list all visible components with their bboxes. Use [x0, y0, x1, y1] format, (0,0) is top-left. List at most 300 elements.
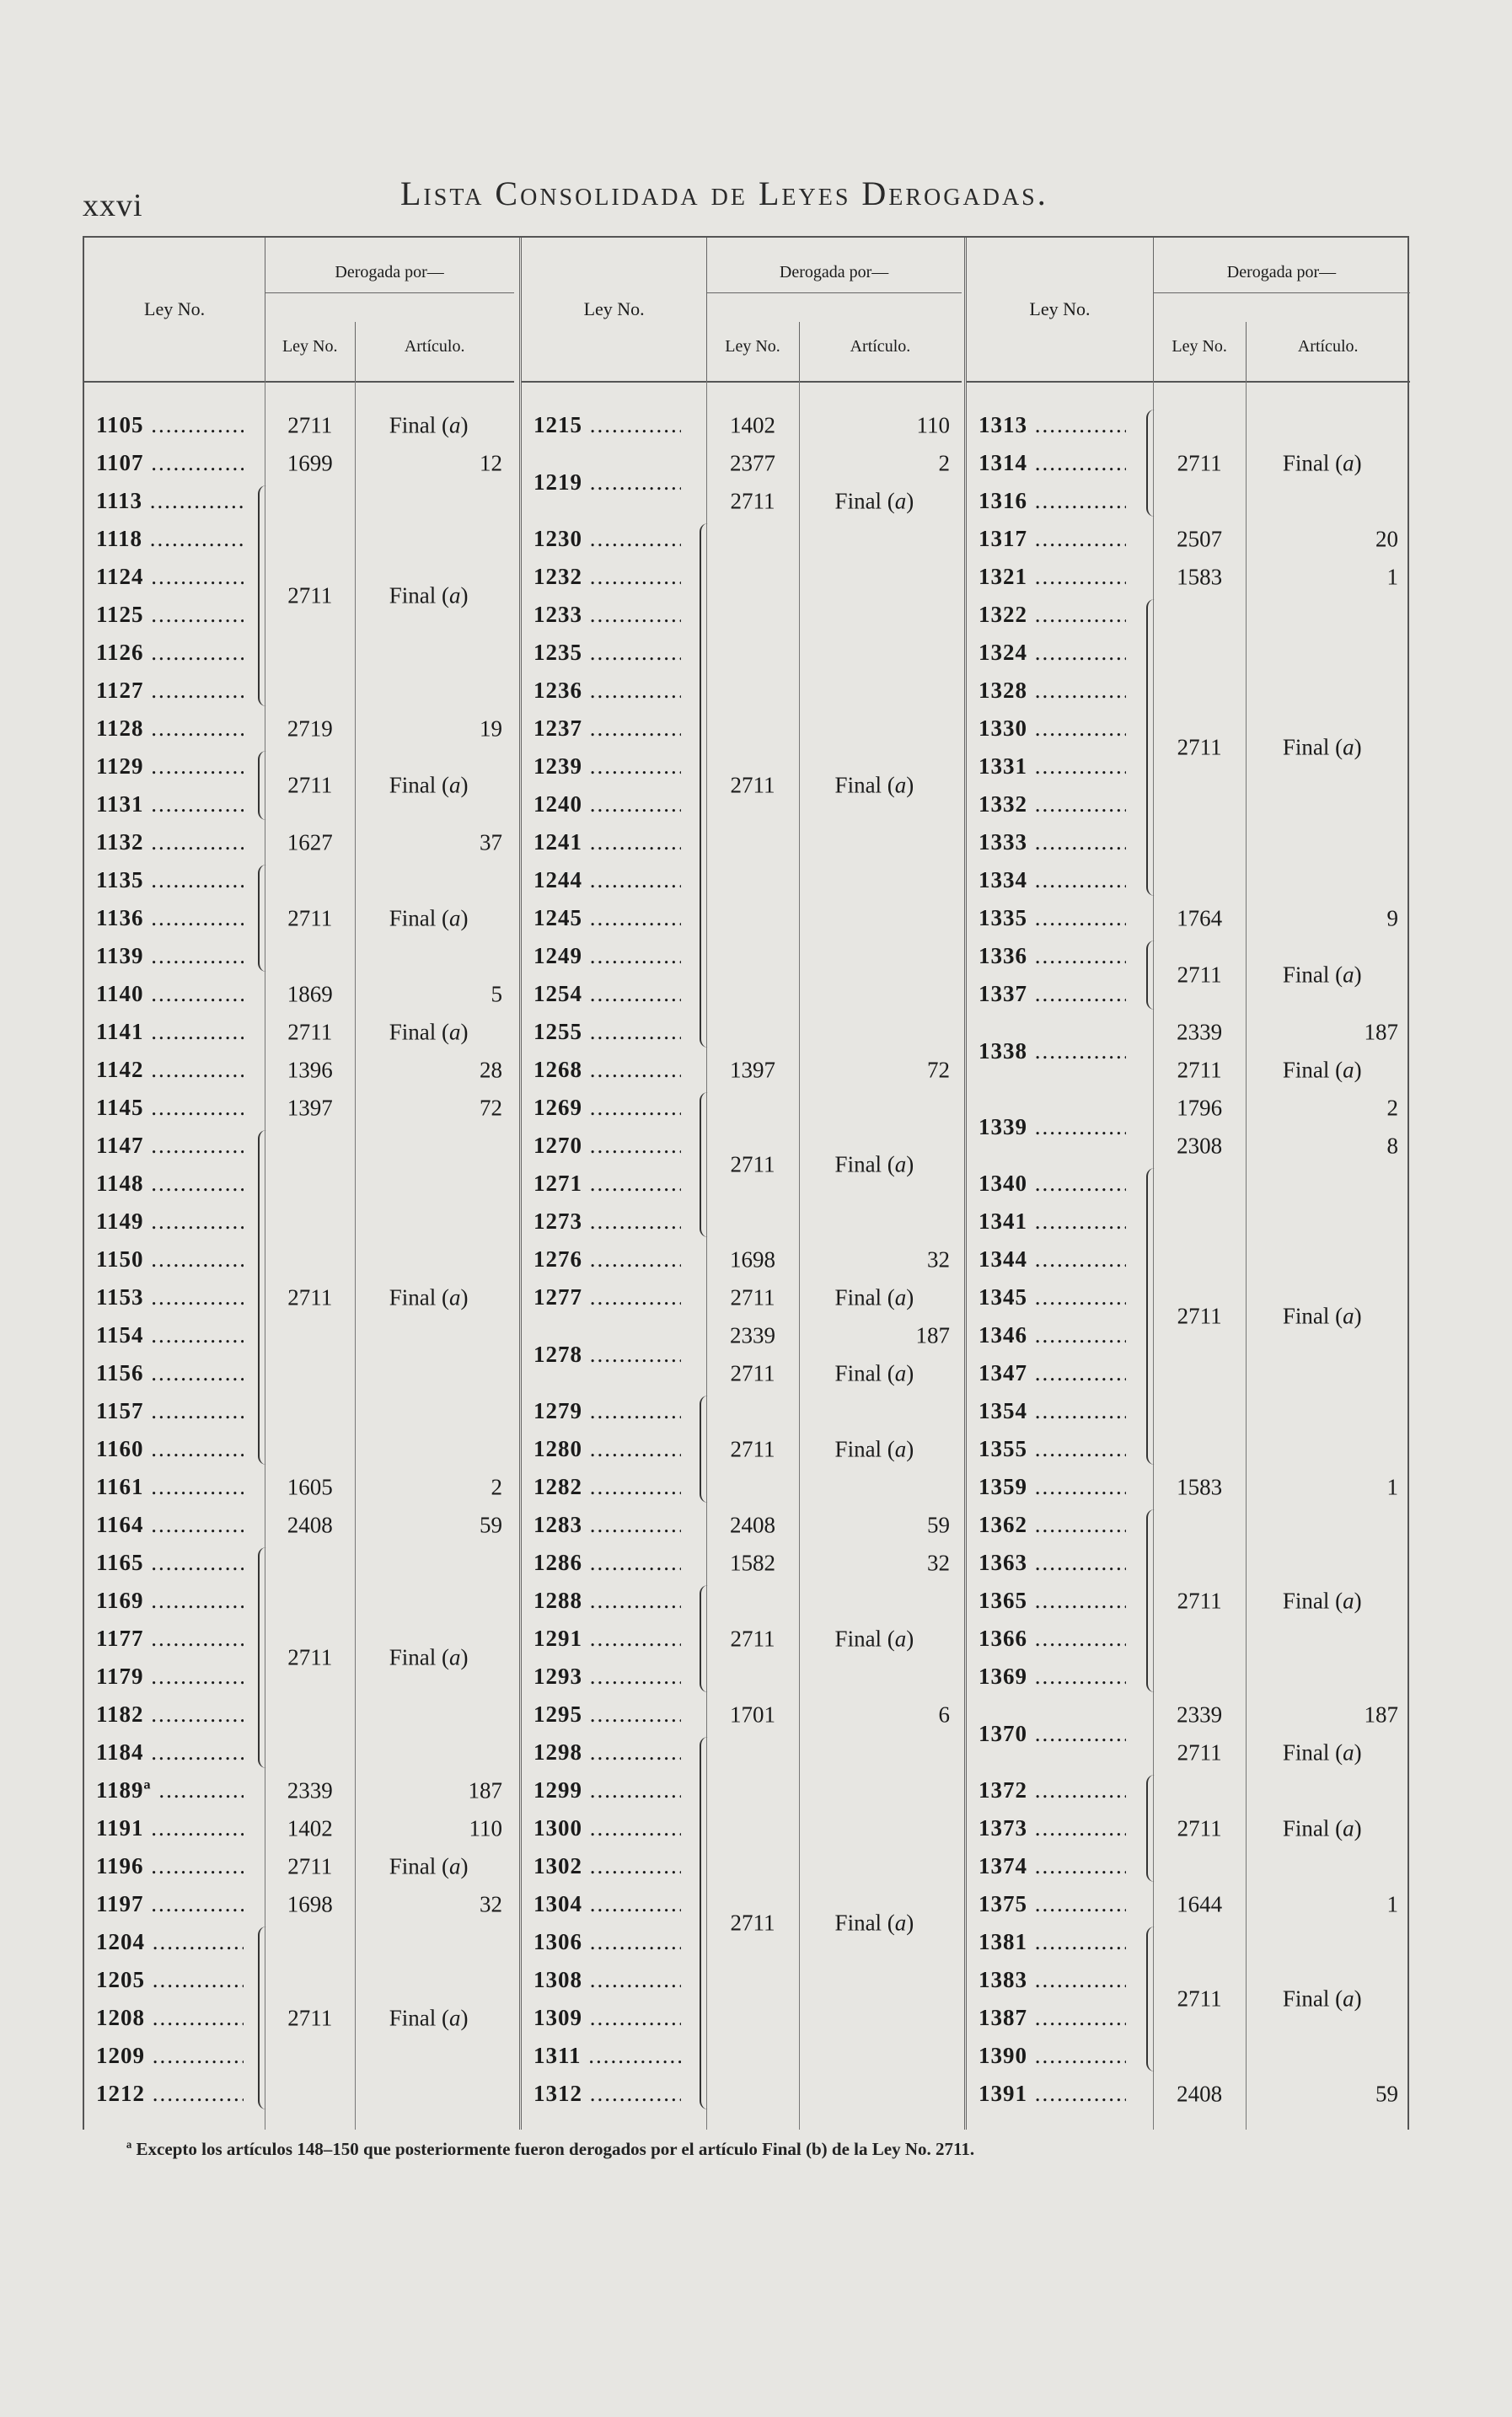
repeal-entry: [84, 1506, 514, 1544]
repealing-law-number: 1627: [287, 829, 333, 855]
repealing-article: Final (a): [1282, 962, 1362, 988]
repealing-law-number: 2377: [730, 450, 776, 475]
law-number: 1276 .....: [533, 1241, 681, 1278]
header-divider: [706, 238, 707, 381]
law-number: 1362 .....: [979, 1506, 1126, 1544]
repealing-law-number: 1605: [287, 1474, 333, 1499]
law-number: 1215 .....: [533, 406, 681, 444]
law-number: 1160 .....: [96, 1430, 244, 1468]
repealing-article: 32: [927, 1550, 950, 1575]
repealing-law-number: 2711: [1177, 1739, 1222, 1765]
law-number: 1282 .....: [533, 1468, 681, 1506]
law-number: 1295 .....: [533, 1696, 681, 1734]
repealing-article: 72: [927, 1057, 950, 1082]
repeal-entry: [522, 1734, 962, 2113]
repealing-article: Final (a): [389, 1644, 469, 1670]
repealing-law-number: 2339: [1177, 1702, 1223, 1727]
law-number: 1244 .....: [533, 861, 681, 899]
law-number: 1204 .....: [96, 1923, 244, 1961]
repeal-entry: [967, 1468, 1410, 1506]
law-number: 1314 .....: [979, 444, 1126, 482]
table-panel-1: [84, 238, 514, 2130]
repealing-article: Final (a): [834, 488, 914, 513]
law-number: 1255 .....: [533, 1013, 681, 1051]
repealing-article: 9: [1386, 905, 1398, 930]
law-number: 1142 .....: [96, 1051, 244, 1089]
repeal-entry: [84, 1847, 514, 1885]
law-number: 1127 .....: [96, 672, 244, 710]
law-number: 1125 .....: [96, 596, 244, 634]
header-divider: [355, 322, 356, 381]
law-number: 1239 .....: [533, 748, 681, 785]
repeal-entry: [84, 1885, 514, 1923]
repealing-law-number: 2507: [1177, 526, 1223, 551]
law-number: 1149 .....: [96, 1203, 244, 1241]
law-number: 1334 .....: [979, 861, 1126, 899]
repealing-law-number: 2339: [730, 1322, 776, 1348]
repeal-entry: [522, 1544, 962, 1582]
repealing-article: Final (a): [834, 1284, 914, 1310]
repealed-laws-table: [83, 236, 1409, 2130]
repealing-article: 110: [916, 412, 950, 437]
repealing-article: 72: [480, 1095, 502, 1120]
law-number: 1288 .....: [533, 1582, 681, 1620]
repealing-law-number: 1701: [730, 1702, 776, 1727]
repealing-article: 37: [480, 829, 502, 855]
law-number: 1249 .....: [533, 937, 681, 975]
law-number: 1165 .....: [96, 1544, 244, 1582]
repealing-law-number: 2711: [1177, 1588, 1222, 1613]
repealing-article: 1: [1386, 1474, 1398, 1499]
repeal-entry: [967, 1013, 1410, 1051]
repeal-entry: [522, 520, 962, 1051]
law-number: 1237 .....: [533, 710, 681, 748]
law-number: 1355 .....: [979, 1430, 1126, 1468]
law-number: 1240 .....: [533, 785, 681, 823]
repealing-law-number: 2711: [1177, 1057, 1222, 1082]
repealing-law-number: 2711: [730, 488, 775, 513]
repeal-entry: [967, 1771, 1410, 1885]
law-number: 1390 .....: [979, 2037, 1126, 2075]
repealing-article: Final (a): [1282, 1588, 1362, 1613]
repealing-law-number: 1402: [287, 1815, 333, 1841]
law-number: 1328 .....: [979, 672, 1126, 710]
repeal-entry: [84, 1923, 514, 2113]
repealing-article: 5: [491, 981, 502, 1006]
law-number: 1136 .....: [96, 899, 244, 937]
repealing-law-number: 2711: [1177, 734, 1222, 760]
repealing-law-number: 2711: [730, 1626, 775, 1651]
repealing-law-number: 2711: [1177, 1986, 1222, 2012]
law-number: 1391 .....: [979, 2075, 1126, 2113]
repealing-law-number: 1698: [730, 1246, 776, 1272]
repeal-entry: [967, 899, 1410, 937]
law-number: 1254 .....: [533, 975, 681, 1013]
page-title: Lista Consolidada de Leyes Derogadas.: [400, 174, 1048, 212]
repealing-law-number: 1396: [287, 1057, 333, 1082]
law-number: 1126 .....: [96, 634, 244, 672]
law-number: 1154 .....: [96, 1316, 244, 1354]
repealing-article: Final (a): [389, 1019, 469, 1044]
law-number: 1374 .....: [979, 1847, 1126, 1885]
repealing-article: 110: [469, 1815, 502, 1841]
law-number: 1148 .....: [96, 1165, 244, 1203]
law-number: 1304 .....: [533, 1885, 681, 1923]
law-number: 1141 .....: [96, 1013, 244, 1051]
repealing-article: Final (a): [389, 772, 469, 798]
law-number: 1365 .....: [979, 1582, 1126, 1620]
law-number: 1383 .....: [979, 1961, 1126, 1999]
repeal-entry: [84, 1468, 514, 1506]
law-number: 1182 .....: [96, 1696, 244, 1734]
repealing-law-number: 2711: [287, 582, 333, 608]
repealing-article: 32: [480, 1891, 502, 1916]
repeal-entry: [522, 482, 962, 520]
repealing-law-number: 2711: [1177, 1815, 1222, 1841]
repealing-article: Final (a): [1282, 1739, 1362, 1765]
law-number: 1354 .....: [979, 1392, 1126, 1430]
law-number: 1241 .....: [533, 823, 681, 861]
repealing-article: Final (a): [1282, 1057, 1362, 1082]
header-sub-articulo: Artículo.: [850, 337, 911, 356]
law-number: 1157 .....: [96, 1392, 244, 1430]
repealing-law-number: 2711: [730, 1436, 775, 1461]
repeal-entry: [967, 520, 1410, 558]
law-number: 1107 .....: [96, 444, 244, 482]
repealing-article: Final (a): [834, 1360, 914, 1385]
repealing-article: Final (a): [389, 2005, 469, 2030]
repealing-law-number: 2711: [730, 1151, 775, 1177]
law-number: 1366 .....: [979, 1620, 1126, 1658]
repealing-article: 12: [480, 450, 502, 475]
footnote: ª Excepto los artículos 148–150 que posteriormente fueron derogados por el artículo Final (b) de la Ley No. 2711.: [126, 2139, 975, 2159]
law-number: 1208 .....: [96, 1999, 244, 2037]
repealing-law-number: 2719: [287, 715, 333, 741]
law-number: 1308 .....: [533, 1961, 681, 1999]
law-number: 1205 .....: [96, 1961, 244, 1999]
law-number: 1335 .....: [979, 899, 1126, 937]
law-number: 1140 .....: [96, 975, 244, 1013]
law-number: 1236 .....: [533, 672, 681, 710]
law-number: 1139 .....: [96, 937, 244, 975]
law-number: 1300 .....: [533, 1809, 681, 1847]
repealing-article: Final (a): [834, 1436, 914, 1461]
law-number: 1291 .....: [533, 1620, 681, 1658]
law-number: 1191 .....: [96, 1809, 244, 1847]
repealing-law-number: 2711: [287, 1019, 333, 1044]
law-number: 1147 .....: [96, 1127, 244, 1165]
repeal-entry: [84, 1771, 514, 1809]
repealing-law-number: 2711: [730, 1284, 775, 1310]
repeal-entry: [84, 1051, 514, 1089]
repeal-entry: [84, 444, 514, 482]
repeal-entry: [84, 710, 514, 748]
repealing-article: Final (a): [389, 1853, 469, 1878]
law-number: 1131 .....: [96, 785, 244, 823]
repeal-entry: [967, 406, 1410, 520]
repealing-article: 20: [1375, 526, 1398, 551]
repeal-entry: [967, 1089, 1410, 1127]
law-number: 1311 .....: [533, 2037, 681, 2075]
repealing-article: 59: [1375, 2081, 1398, 2106]
law-number: 1316 .....: [979, 482, 1126, 520]
repeal-entry: [522, 1278, 962, 1316]
repealing-article: 28: [480, 1057, 502, 1082]
repealing-article: Final (a): [834, 1910, 914, 1936]
header-sub-ley-no: Ley No.: [1172, 337, 1227, 356]
repeal-entry: [967, 1923, 1410, 2075]
law-number: 1271 .....: [533, 1165, 681, 1203]
table-header: [84, 238, 514, 383]
law-number: 1375 .....: [979, 1885, 1126, 1923]
repeal-entry: [84, 1809, 514, 1847]
law-number: 1321 .....: [979, 558, 1126, 596]
repealing-law-number: 2339: [1177, 1019, 1223, 1044]
law-number: 1309 .....: [533, 1999, 681, 2037]
law-number: 1177 .....: [96, 1620, 244, 1658]
law-number: 1333 .....: [979, 823, 1126, 861]
repeal-entry: [84, 823, 514, 861]
repeal-entry: [84, 748, 514, 823]
law-number: 1370 .....: [979, 1715, 1126, 1753]
header-divider: [1153, 238, 1154, 381]
law-number: 1196 .....: [96, 1847, 244, 1885]
repealing-article: 2: [938, 450, 950, 475]
repealing-article: 2: [1386, 1095, 1398, 1120]
repealing-law-number: 1583: [1177, 1474, 1223, 1499]
repealing-law-number: 2339: [287, 1777, 333, 1803]
law-number: 1233 .....: [533, 596, 681, 634]
repealing-article: 59: [927, 1512, 950, 1537]
repealing-article: 59: [480, 1512, 502, 1537]
repeal-entry: [84, 1544, 514, 1771]
law-number: 1113 .....: [96, 482, 244, 520]
repealing-article: Final (a): [834, 1626, 914, 1651]
law-number: 1332 .....: [979, 785, 1126, 823]
repealing-law-number: 2711: [730, 772, 775, 798]
repealing-article: Final (a): [834, 1151, 914, 1177]
law-number: 1293 .....: [533, 1658, 681, 1696]
table-header: [967, 238, 1410, 383]
law-number: 1331 .....: [979, 748, 1126, 785]
repealing-law-number: 2711: [287, 905, 333, 930]
law-number: 1153 .....: [96, 1278, 244, 1316]
law-number: 1381 .....: [979, 1923, 1126, 1961]
law-number: 1344 .....: [979, 1241, 1126, 1278]
repealing-law-number: 1402: [730, 412, 776, 437]
repealing-article: 32: [927, 1246, 950, 1272]
repeal-entry: [967, 1127, 1410, 1165]
repeal-entry: [967, 1696, 1410, 1734]
law-number: 1277 .....: [533, 1278, 681, 1316]
repealing-article: 19: [480, 715, 502, 741]
repeal-entry: [84, 1013, 514, 1051]
header-ley-no: Ley No.: [1029, 298, 1091, 319]
repealing-law-number: 2408: [287, 1512, 333, 1537]
law-number: 1245 .....: [533, 899, 681, 937]
repeal-entry: [967, 1734, 1410, 1771]
repeal-entry: [522, 406, 962, 444]
repeal-entry: [967, 596, 1410, 899]
law-number: 1164 .....: [96, 1506, 244, 1544]
repealing-law-number: 2711: [1177, 962, 1222, 988]
repeal-entry: [84, 861, 514, 975]
repealing-law-number: 2711: [287, 1644, 333, 1670]
repeal-entry: [522, 444, 962, 482]
repealing-article: Final (a): [389, 1284, 469, 1310]
repealing-article: 187: [1364, 1019, 1398, 1044]
header-sub-articulo: Artículo.: [1297, 337, 1359, 356]
repealing-law-number: 1869: [287, 981, 333, 1006]
repeal-entry: [967, 1885, 1410, 1923]
header-ley-no: Ley No.: [583, 298, 645, 319]
repealing-article: 2: [491, 1474, 502, 1499]
law-number: 1268 .....: [533, 1051, 681, 1089]
law-number: 1197 .....: [96, 1885, 244, 1923]
law-number: 1347 .....: [979, 1354, 1126, 1392]
repealing-law-number: 1583: [1177, 564, 1223, 589]
repealing-article: Final (a): [389, 905, 469, 930]
law-number: 1273 .....: [533, 1203, 681, 1241]
law-number: 1286 .....: [533, 1544, 681, 1582]
page-number: xxvi: [83, 188, 143, 223]
law-number: 1338 .....: [979, 1032, 1126, 1070]
law-number: 1135 .....: [96, 861, 244, 899]
header-derogada-por: Derogada por—: [1153, 263, 1410, 293]
repealing-law-number: 1644: [1177, 1891, 1223, 1916]
repealing-article: 187: [1364, 1702, 1398, 1727]
law-number: 1128 .....: [96, 710, 244, 748]
repealing-law-number: 2408: [1177, 2081, 1223, 2106]
repeal-entry: [522, 1241, 962, 1278]
law-number: 1230 .....: [533, 520, 681, 558]
header-sub-ley-no: Ley No.: [281, 337, 338, 356]
law-number: 1387 .....: [979, 1999, 1126, 2037]
repealing-law-number: 2711: [1177, 1303, 1222, 1329]
repeal-entry: [967, 937, 1410, 1013]
table-header: [522, 238, 962, 383]
law-number: 1359 .....: [979, 1468, 1126, 1506]
header-derogada-por: Derogada por—: [265, 263, 514, 293]
law-number: 1324 .....: [979, 634, 1126, 672]
repeal-entry: [522, 1089, 962, 1241]
law-number: 1169 .....: [96, 1582, 244, 1620]
repealing-law-number: 1397: [730, 1057, 776, 1082]
repeal-entry: [967, 558, 1410, 596]
repeal-entry: [84, 1089, 514, 1127]
repealing-article: 1: [1386, 564, 1398, 589]
law-number: 1337 .....: [979, 975, 1126, 1013]
repealing-law-number: 2408: [730, 1512, 776, 1537]
repealing-article: 8: [1386, 1133, 1398, 1158]
law-number: 1232 .....: [533, 558, 681, 596]
header-sub-articulo: Artículo.: [404, 337, 465, 356]
law-number: 1283 .....: [533, 1506, 681, 1544]
repeal-entry: [967, 1051, 1410, 1089]
repealing-law-number: 2711: [287, 2005, 333, 2030]
repealing-law-number: 2308: [1177, 1133, 1223, 1158]
repealing-article: 187: [915, 1322, 950, 1348]
law-number: 1345 .....: [979, 1278, 1126, 1316]
repealing-law-number: 1698: [287, 1891, 333, 1916]
law-number: 1161 .....: [96, 1468, 244, 1506]
repealing-law-number: 2711: [730, 1360, 775, 1385]
law-number: 1269 .....: [533, 1089, 681, 1127]
law-number: 1179 .....: [96, 1658, 244, 1696]
law-number: 1322 .....: [979, 596, 1126, 634]
repealing-article: Final (a): [1282, 450, 1362, 475]
law-number: 1341 .....: [979, 1203, 1126, 1241]
repealing-article: Final (a): [1282, 1815, 1362, 1841]
law-number: 1312 .....: [533, 2075, 681, 2113]
law-number: 1330 .....: [979, 710, 1126, 748]
repeal-entry: [967, 1165, 1410, 1468]
law-number: 1373 .....: [979, 1809, 1126, 1847]
repealing-article: Final (a): [1282, 734, 1362, 760]
repeal-entry: [84, 482, 514, 710]
law-number: 1184 .....: [96, 1734, 244, 1771]
law-number: 1132 .....: [96, 823, 244, 861]
law-number: 1306 .....: [533, 1923, 681, 1961]
law-number: 1150 .....: [96, 1241, 244, 1278]
header-ley-no: Ley No.: [144, 298, 206, 319]
law-number: 1219 .....: [533, 464, 681, 501]
repeal-entry: [522, 1506, 962, 1544]
repeal-entry: [84, 1127, 514, 1468]
repealing-law-number: 1764: [1177, 905, 1223, 930]
law-number: 1302 .....: [533, 1847, 681, 1885]
law-number: 1298 .....: [533, 1734, 681, 1771]
law-number: 1279 .....: [533, 1392, 681, 1430]
repeal-entry: [522, 1392, 962, 1506]
law-number: 1118 .....: [96, 520, 244, 558]
repealing-article: Final (a): [389, 412, 469, 437]
repealing-law-number: 1796: [1177, 1095, 1223, 1120]
repealing-article: 6: [938, 1702, 950, 1727]
law-number: 1346 .....: [979, 1316, 1126, 1354]
repealing-article: Final (a): [1282, 1303, 1362, 1329]
repealing-law-number: 2711: [287, 412, 333, 437]
header-derogada-por: Derogada por—: [706, 263, 962, 293]
repeal-entry: [522, 1316, 962, 1354]
law-number: 1189ª .....: [96, 1771, 244, 1809]
repealing-article: Final (a): [1282, 1986, 1362, 2012]
table-panel-2: [519, 238, 962, 2130]
law-number: 1270 .....: [533, 1127, 681, 1165]
law-number: 1339 .....: [979, 1108, 1126, 1146]
header-divider: [799, 322, 800, 381]
law-number: 1156 .....: [96, 1354, 244, 1392]
law-number: 1124 .....: [96, 558, 244, 596]
law-number: 1313 .....: [979, 406, 1126, 444]
law-number: 1235 .....: [533, 634, 681, 672]
law-number: 1299 .....: [533, 1771, 681, 1809]
law-number: 1278 .....: [533, 1336, 681, 1374]
repeal-entry: [522, 1582, 962, 1696]
law-number: 1317 .....: [979, 520, 1126, 558]
repeal-entry: [967, 2075, 1410, 2113]
law-number: 1363 .....: [979, 1544, 1126, 1582]
repealing-law-number: 1397: [287, 1095, 333, 1120]
repealing-article: Final (a): [834, 772, 914, 798]
repealing-law-number: 1582: [730, 1550, 776, 1575]
repeal-entry: [522, 1696, 962, 1734]
header-sub-ley-no: Ley No.: [725, 337, 780, 356]
repealing-article: 1: [1386, 1891, 1398, 1916]
repealing-article: 187: [468, 1777, 502, 1803]
repeal-entry: [84, 975, 514, 1013]
law-number: 1340 .....: [979, 1165, 1126, 1203]
